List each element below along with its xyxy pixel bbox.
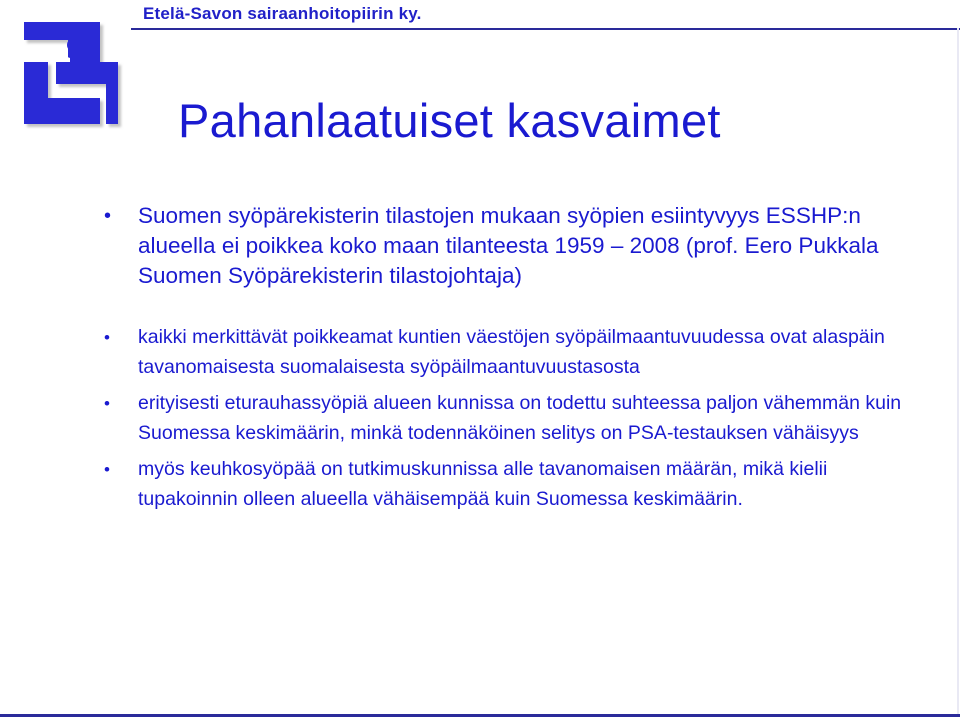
hospital-district-logo-icon [0,0,160,150]
page-title: Pahanlaatuiset kasvaimet [178,94,721,147]
bullet-item-main [104,201,904,291]
bullet-text: kaikki merkittävät poikkeamat kuntien väestöjen syöpäilmaantuvuudessa ovat alaspäin tavanomaisesta suomalaisesta syöpäilmaantuvuustasosta [138,326,885,378]
bullet-dot-icon: • [104,394,110,413]
bullet-dot-icon: • [104,460,110,479]
bullet-text: erityisesti eturauhassyöpiä alueen kunnissa on todettu suhteessa paljon vähemmän kuin Suomessa keskimäärin, minkä todennäköinen selitys on PSA-testauksen vähäisyys [138,392,902,444]
bullet-dot-icon: • [104,328,110,347]
bullet-item-sub [104,389,904,448]
bullet-item-sub [104,323,904,382]
footer-divider [0,714,960,717]
organization-name: Etelä-Savon sairaanhoitopiirin ky. [143,4,422,23]
header-divider [131,28,960,30]
right-border [957,28,959,716]
bullet-text: myös keuhkosyöpää on tutkimuskunnissa alle tavanomaisen määrän, mikä kielii tupakoinnin olleen alueella vähäisempää kuin Suomessa keskimäärin. [138,458,828,510]
bullet-item-sub [104,455,904,514]
bullet-dot-icon: • [104,205,112,227]
bullet-text: Suomen syöpärekisterin tilastojen mukaan syöpien esiintyvyys ESSHP:n alueella ei poikkea koko maan tilanteesta 1959 – 2008 (prof. Eero Pukkala Suomen Syöpärekisterin tilastojohtaja) [138,203,879,288]
bullet-list [104,201,904,514]
